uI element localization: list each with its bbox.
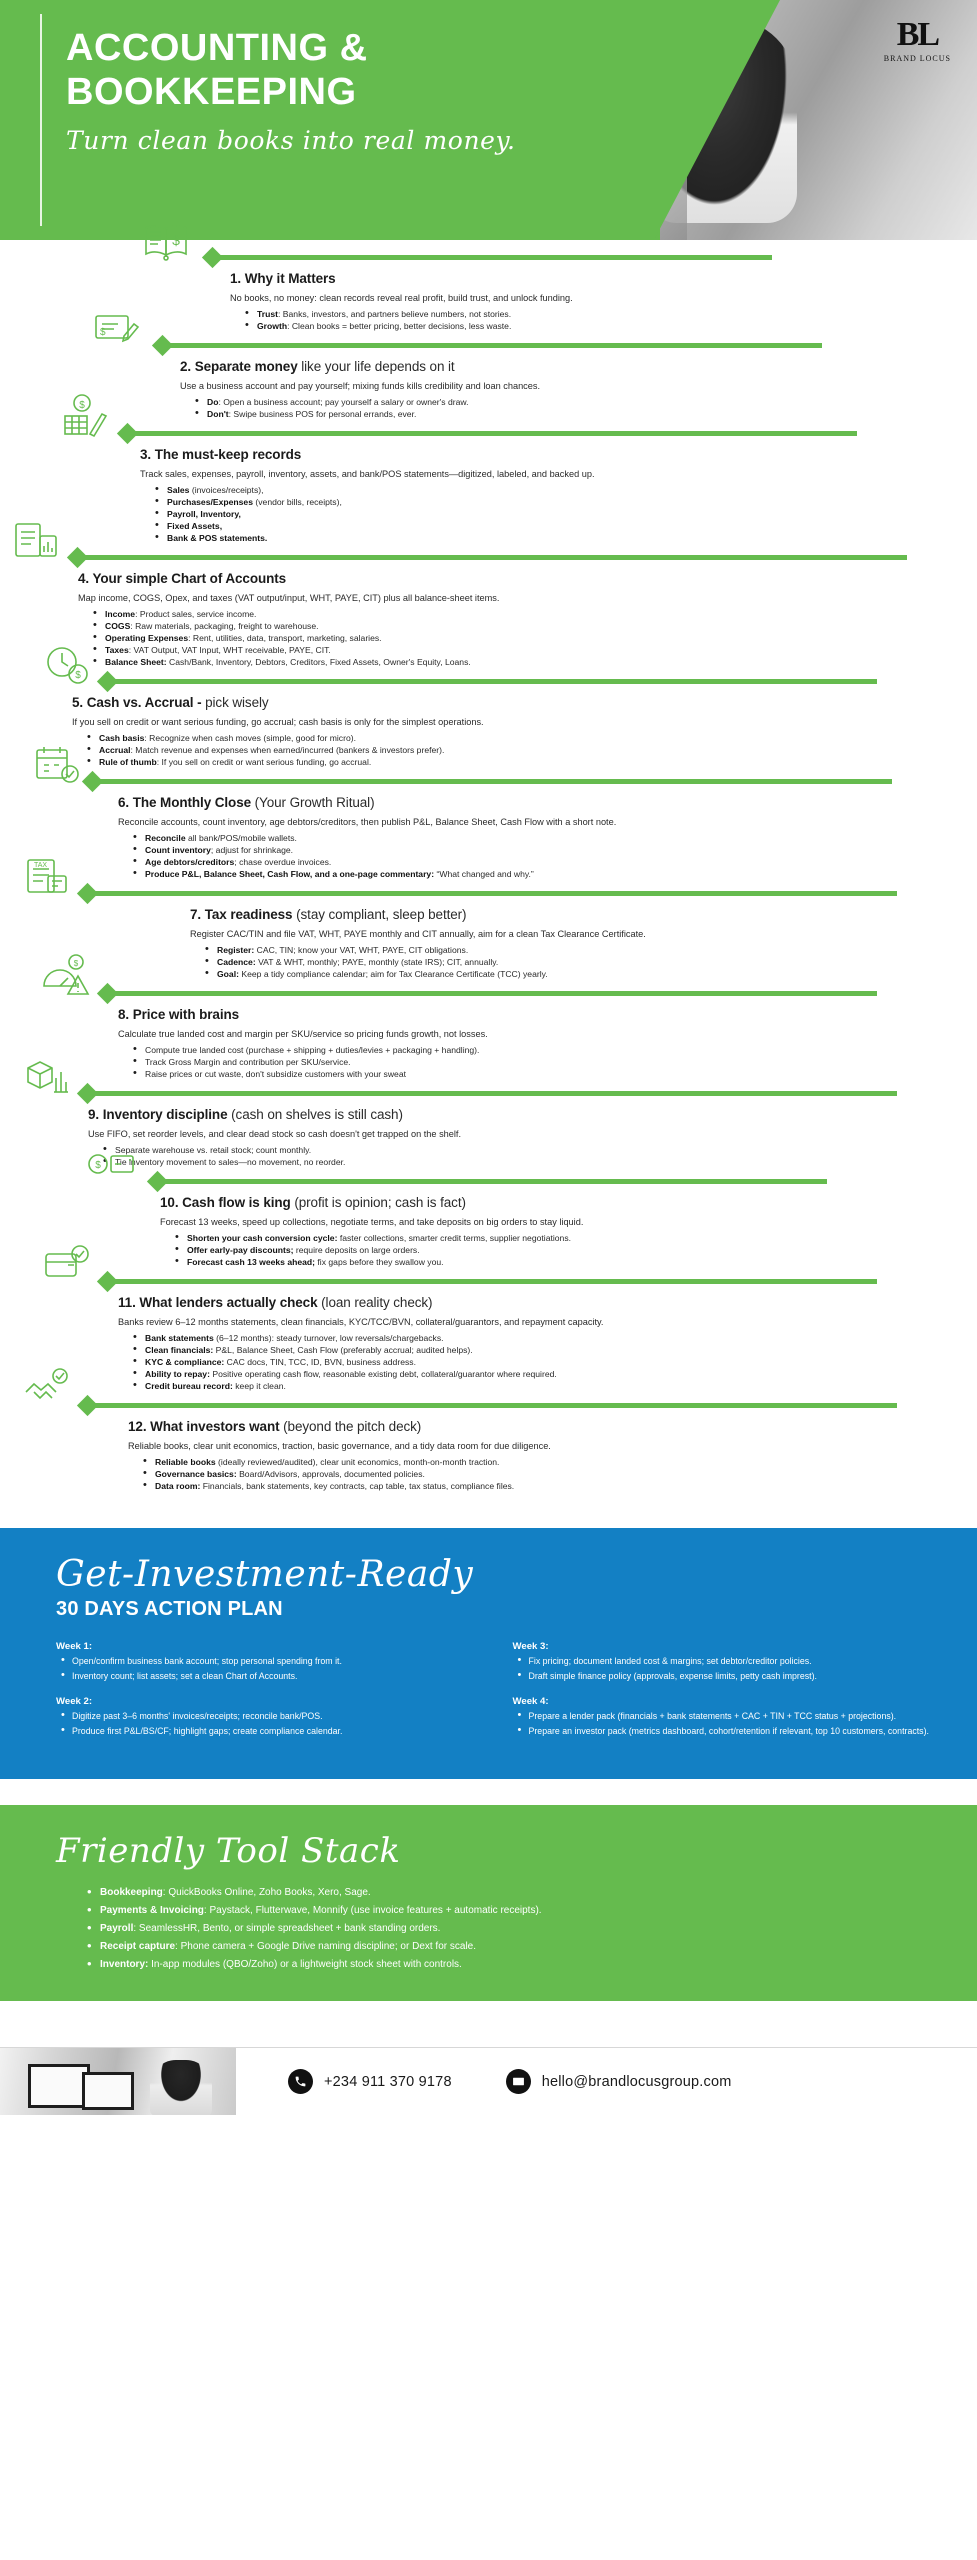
step-bullet xyxy=(216,956,953,968)
step-title-light: (Your Growth Ritual) xyxy=(251,795,375,810)
svg-text:$: $ xyxy=(95,1160,101,1171)
step-rail-line xyxy=(169,343,822,348)
step-body xyxy=(0,354,977,420)
step-bullet-text: Positive operating cash flow, reasonable existing debt, collateral/guarantor where required. xyxy=(209,1369,557,1379)
step-item xyxy=(0,232,977,336)
tool-stack-text: : SeamlessHR, Bento, or simple spreadsheet + bank standing orders. xyxy=(133,1923,441,1934)
step-title-light: (stay compliant, sleep better) xyxy=(292,907,467,922)
step-intro: Use a business account and pay yourself; mixing funds kills credibility and loan chances. xyxy=(180,381,541,391)
svg-text:$: $ xyxy=(75,670,81,681)
step-title-bold: 3. The must-keep records xyxy=(140,447,302,462)
inventory-box-icon xyxy=(20,1050,72,1102)
step-bullet-list xyxy=(88,1144,953,1168)
step-title-bold: 2. Separate money xyxy=(180,359,298,374)
step-bullet xyxy=(206,396,953,408)
step-bullet-text: : VAT Output, VAT Input, WHT receivable, PAYE, CIT. xyxy=(128,645,331,655)
step-title xyxy=(118,1006,953,1024)
step-bullet-text: : If you sell on credit or want serious funding, go accrual. xyxy=(156,757,372,767)
step-bullet-label: Taxes xyxy=(105,645,129,655)
email-address: hello@brandlocusgroup.com xyxy=(541,2073,732,2090)
step-intro: Forecast 13 weeks, speed up collections, negotiate terms, and take deposits on big orders to stay liquid. xyxy=(160,1217,584,1227)
step-body xyxy=(0,690,977,768)
step-bullet-label: COGS xyxy=(105,621,131,631)
step-rail xyxy=(0,1172,977,1190)
monitor-secondary-icon xyxy=(82,2072,134,2110)
step-rail xyxy=(0,984,977,1002)
phone-icon xyxy=(288,2069,313,2094)
step-bullet-text: Track Gross Margin and contribution per SKU/service. xyxy=(145,1057,351,1067)
step-bullet-list xyxy=(118,832,953,880)
step-title-light: pick wisely xyxy=(201,695,269,710)
phone-number: +234 911 370 9178 xyxy=(324,2073,452,2090)
step-bullet-list xyxy=(118,1044,953,1080)
step-bullet xyxy=(104,608,953,620)
tool-stack-item xyxy=(100,1939,977,1955)
week-label: Week 2: xyxy=(56,1696,93,1707)
svg-text:$: $ xyxy=(79,400,85,411)
step-bullet-label: Fixed Assets, xyxy=(167,521,223,531)
week-block xyxy=(513,1696,938,1737)
step-body xyxy=(0,1102,977,1168)
step-title xyxy=(118,794,953,812)
step-bullet xyxy=(256,308,953,320)
step-rail-line xyxy=(134,431,857,436)
contact-email[interactable] xyxy=(506,2069,732,2094)
week-label: Week 1: xyxy=(56,1641,93,1652)
step-intro: Map income, COGS, Opex, and taxes (VAT output/input, WHT, PAYE, CIT) plus all balance-sheet items. xyxy=(78,593,500,603)
brand-logo-name: BRAND LOCUS xyxy=(883,54,951,63)
svg-text:$: $ xyxy=(100,327,106,338)
step-rail-line xyxy=(84,555,907,560)
step-title xyxy=(128,1418,953,1436)
step-bullet-label: Growth xyxy=(257,321,288,331)
ledger-coin-pen-icon xyxy=(60,390,112,442)
step-bullet-label: Payroll, Inventory, xyxy=(167,509,241,519)
week-task: • Inventory count; list assets; set a clean Chart of Accounts. xyxy=(72,1670,481,1683)
step-title xyxy=(160,1194,953,1212)
action-plan-section xyxy=(0,1528,977,1779)
step-title xyxy=(140,446,953,464)
step-title-bold: 5. Cash vs. Accrual - xyxy=(72,695,202,710)
step-bullet xyxy=(166,484,953,496)
tool-stack-text: : QuickBooks Online, Zoho Books, Xero, Sage. xyxy=(162,1887,371,1898)
step-bullet xyxy=(98,744,953,756)
step-rail-line xyxy=(94,1091,897,1096)
step-title xyxy=(190,906,953,924)
step-bullet xyxy=(206,408,953,420)
step-bullet-label: Credit bureau record: xyxy=(145,1381,233,1391)
step-bullet-list xyxy=(72,732,953,768)
week-label: Week 3: xyxy=(512,1641,549,1652)
footer-photo xyxy=(0,2048,236,2115)
step-bullet-text: Financials, bank statements, key contracts, cap table, tax status, compliance files. xyxy=(200,1481,515,1491)
open-book-dollar-icon xyxy=(140,214,192,266)
step-bullet xyxy=(166,508,953,520)
step-bullet-list xyxy=(190,944,953,980)
step-bullet-label: KYC & compliance: xyxy=(145,1357,225,1367)
tool-stack-text: In-app modules (QBO/Zoho) or a lightweight stock sheet with controls. xyxy=(148,1959,462,1970)
step-bullet xyxy=(216,944,953,956)
step-title-bold: 4. Your simple Chart of Accounts xyxy=(78,571,287,586)
tool-stack-text: : Phone camera + Google Drive naming discipline; or Dext for scale. xyxy=(175,1941,477,1952)
step-bullet-label: Data room: xyxy=(155,1481,201,1491)
step-bullet-text: require deposits on large orders. xyxy=(293,1245,420,1255)
step-intro: Use FIFO, set reorder levels, and clear dead stock so cash doesn't get trapped on the shelf. xyxy=(88,1129,462,1139)
week-task-list xyxy=(513,1710,938,1737)
tool-stack-label: Bookkeeping xyxy=(100,1887,163,1898)
tool-stack-item xyxy=(100,1957,977,1973)
step-bullet xyxy=(104,620,953,632)
step-bullet-text: ; adjust for shrinkage. xyxy=(210,845,294,855)
step-bullet xyxy=(144,1044,953,1056)
svg-text:TAX: TAX xyxy=(34,862,48,869)
step-bullet xyxy=(166,532,953,544)
step-bullet-text: CAC docs, TIN, TCC, ID, BVN, business address. xyxy=(224,1357,416,1367)
step-rail xyxy=(0,1272,977,1290)
step-bullet-text: (ideally reviewed/audited), clear unit economics, month-on-month traction. xyxy=(215,1457,500,1467)
step-title-light: like your life depends on it xyxy=(297,359,455,374)
footer-bar xyxy=(0,2047,977,2115)
week-task: • Draft simple finance policy (approvals, expense limits, petty cash imprest). xyxy=(529,1670,938,1683)
svg-text:$: $ xyxy=(172,232,180,248)
step-rail-line xyxy=(114,1279,877,1284)
invoice-pencil-icon xyxy=(90,302,142,354)
step-bullet-text: (6–12 months): steady turnover, low reversals/chargebacks. xyxy=(213,1333,444,1343)
step-bullet xyxy=(154,1468,953,1480)
gauge-warning-icon xyxy=(40,950,92,1002)
page-tagline: Turn clean books into real money. xyxy=(66,126,516,155)
step-bullet-label: Cash basis xyxy=(99,733,145,743)
step-title-light: (cash on shelves is still cash) xyxy=(227,1107,403,1122)
step-bullet-label: Goal: xyxy=(217,969,239,979)
week-task-list xyxy=(56,1710,481,1737)
step-title-bold: 9. Inventory discipline xyxy=(88,1107,228,1122)
step-body xyxy=(0,442,977,544)
step-title-bold: 10. Cash flow is king xyxy=(160,1195,291,1210)
calendar-close-icon xyxy=(30,738,82,790)
step-intro: If you sell on credit or want serious funding, go accrual; cash basis is only for the simplest operations. xyxy=(72,717,484,727)
step-rail xyxy=(0,336,977,354)
step-bullet-text: fix gaps before they swallow you. xyxy=(315,1257,444,1267)
tool-stack-item xyxy=(100,1921,977,1937)
step-body xyxy=(0,566,977,668)
cashflow-growth-icon xyxy=(85,1138,137,1190)
step-bullet-text: keep it clean. xyxy=(232,1381,286,1391)
step-title xyxy=(230,270,953,288)
week-task: • Prepare a lender pack (financials + bank statements + CAC + TIN + TCC status + projections). xyxy=(529,1710,938,1723)
step-bullet xyxy=(144,1332,953,1344)
step-bullet xyxy=(216,968,953,980)
step-bullet xyxy=(144,844,953,856)
step-bullet xyxy=(98,756,953,768)
step-bullet-text: all bank/POS/mobile wallets. xyxy=(185,833,297,843)
step-bullet xyxy=(114,1156,953,1168)
week-task-list xyxy=(56,1655,481,1682)
step-rail xyxy=(0,884,977,902)
contact-phone[interactable] xyxy=(288,2069,452,2094)
step-bullet-label: Do xyxy=(207,397,219,407)
step-bullet-label: Age debtors/creditors xyxy=(145,857,235,867)
step-title xyxy=(118,1294,953,1312)
step-bullet-text: : Rent, utilities, data, transport, marketing, salaries. xyxy=(188,633,382,643)
step-bullet-text: Separate warehouse vs. retail stock; count monthly. xyxy=(115,1145,312,1155)
tool-stack-label: Payroll xyxy=(100,1923,134,1934)
step-rail-line xyxy=(219,255,772,260)
step-bullet-text: Compute true landed cost (purchase + shipping + duties/levies + packaging + handling). xyxy=(145,1045,480,1055)
step-title-bold: 1. Why it Matters xyxy=(230,271,336,286)
step-title-light: (beyond the pitch deck) xyxy=(279,1419,422,1434)
tool-stack-text: : Paystack, Flutterwave, Monnify (use invoice features + automatic receipts). xyxy=(203,1905,542,1916)
step-bullet xyxy=(144,1056,953,1068)
step-body xyxy=(0,902,977,980)
step-bullet xyxy=(104,644,953,656)
page-title xyxy=(66,26,626,114)
step-item xyxy=(0,1272,977,1396)
monitor-icon xyxy=(28,2064,90,2108)
step-bullet-text: Cash/Bank, Inventory, Debtors, Creditors, Fixed Assets, Owner's Equity, Loans. xyxy=(166,657,471,667)
step-bullet-text: Board/Advisors, approvals, documented policies. xyxy=(236,1469,425,1479)
step-bullet-text: Raise prices or cut waste, don't subsidize customers with your sweat xyxy=(145,1069,406,1079)
step-bullet-text: ; chase overdue invoices. xyxy=(234,857,332,867)
step-bullet-text: faster collections, smarter credit terms, supplier negotiations. xyxy=(337,1233,572,1243)
step-bullet-text: P&L, Balance Sheet, Cash Flow (preferably accrual; audited helps). xyxy=(213,1345,473,1355)
step-body xyxy=(0,790,977,880)
step-intro: Track sales, expenses, payroll, inventory, assets, and bank/POS statements—digitized, labeled, and backed up. xyxy=(140,469,595,479)
clock-money-icon xyxy=(40,638,92,690)
step-bullet xyxy=(186,1244,953,1256)
step-intro: Reliable books, clear unit economics, traction, basic governance, and a tidy data room for due diligence. xyxy=(128,1441,551,1451)
week-task-list xyxy=(513,1655,938,1682)
step-bullet-text: : Banks, investors, and partners believe numbers, not stories. xyxy=(278,309,512,319)
step-bullet-label: Register: xyxy=(217,945,255,955)
step-title xyxy=(78,570,953,588)
step-bullet xyxy=(154,1456,953,1468)
tool-stack-label: Inventory: xyxy=(100,1959,149,1970)
step-bullet-text: (vendor bills, receipts), xyxy=(253,497,342,507)
step-bullet xyxy=(104,632,953,644)
step-intro: Register CAC/TIN and file VAT, WHT, PAYE monthly and CIT annually, aim for a clean Tax Clearance Certificate. xyxy=(190,929,646,939)
step-rail-line xyxy=(114,679,877,684)
step-title-light: (loan reality check) xyxy=(317,1295,433,1310)
step-intro: Reconcile accounts, count inventory, age debtors/creditors, then publish P&L, Balance Sheet, Cash Flow with a short note. xyxy=(118,817,617,827)
step-bullet-label: Trust xyxy=(257,309,279,319)
step-bullet-text: : Open a business account; pay yourself a salary or owner's draw. xyxy=(218,397,469,407)
step-bullet-label: Offer early-pay discounts; xyxy=(187,1245,294,1255)
step-bullet-label: Produce P&L, Balance Sheet, Cash Flow, and a one-page commentary: xyxy=(145,869,435,879)
week-task: • Fix pricing; document landed cost & margins; set debtor/creditor policies. xyxy=(529,1655,938,1668)
step-bullet-label: Income xyxy=(105,609,136,619)
step-bullet-label: Accrual xyxy=(99,745,131,755)
action-plan-column xyxy=(56,1641,481,1751)
step-title-bold: 12. What investors want xyxy=(128,1419,280,1434)
step-bullet xyxy=(144,856,953,868)
step-rail xyxy=(0,772,977,790)
step-bullet-label: Shorten your cash conversion cycle: xyxy=(187,1233,338,1243)
action-plan-script-title: Get-Investment-Ready xyxy=(56,1554,474,1595)
step-bullet xyxy=(186,1256,953,1268)
header-vertical-rule xyxy=(40,14,42,226)
step-item xyxy=(0,1396,977,1496)
footer-person-photo xyxy=(150,2060,212,2115)
step-rail-line xyxy=(164,1179,827,1184)
step-item xyxy=(0,1084,977,1172)
step-rail xyxy=(0,548,977,566)
step-bullet-list xyxy=(140,484,953,544)
step-rail-line xyxy=(94,891,897,896)
step-intro: No books, no money: clean records reveal real profit, build trust, and unlock funding. xyxy=(230,293,573,303)
svg-text:$: $ xyxy=(73,959,79,968)
tool-stack-title: Friendly Tool Stack xyxy=(56,1831,401,1871)
wallet-check-icon xyxy=(40,1238,92,1290)
step-bullet xyxy=(144,868,953,880)
step-item xyxy=(0,772,977,884)
steps-section xyxy=(0,232,977,1506)
tool-stack-list xyxy=(0,1885,977,1973)
step-title-bold: 8. Price with brains xyxy=(118,1007,240,1022)
step-bullet-text: Keep a tidy compliance calendar; aim for Tax Clearance Certificate (TCC) yearly. xyxy=(238,969,548,979)
chart-accounts-icon xyxy=(10,514,62,566)
step-bullet-text: : Match revenue and expenses when earned/incurred (bankers & investors prefer). xyxy=(130,745,445,755)
step-bullet-list xyxy=(128,1456,953,1492)
step-title xyxy=(180,358,953,376)
step-bullet xyxy=(144,1356,953,1368)
step-bullet-label: Governance basics: xyxy=(155,1469,237,1479)
tool-stack-section xyxy=(0,1805,977,2001)
week-block xyxy=(56,1696,481,1737)
envelope-icon xyxy=(506,2069,531,2094)
step-bullet-text: : Raw materials, packaging, freight to warehouse. xyxy=(130,621,319,631)
page-title-line2: BOOKKEEPING xyxy=(66,71,357,113)
step-bullet-text: “What changed and why.” xyxy=(434,869,534,879)
step-item xyxy=(0,672,977,772)
step-bullet xyxy=(166,496,953,508)
action-plan-title: 30 DAYS ACTION PLAN xyxy=(56,1598,283,1620)
step-title-bold: 7. Tax readiness xyxy=(190,907,293,922)
step-bullet-text: : Clean books = better pricing, better decisions, less waste. xyxy=(287,321,512,331)
step-bullet-list xyxy=(160,1232,953,1268)
step-bullet-text: Tie inventory movement to sales—no movement, no reorder. xyxy=(115,1157,346,1167)
step-bullet xyxy=(186,1232,953,1244)
step-bullet-label: Bank & POS statements. xyxy=(167,533,268,543)
step-bullet-label: Cadence: xyxy=(217,957,256,967)
step-bullet-text: CAC, TIN; know your VAT, WHT, PAYE, CIT obligations. xyxy=(254,945,469,955)
step-bullet xyxy=(166,520,953,532)
step-rail-line xyxy=(94,1403,897,1408)
action-plan-columns xyxy=(0,1641,977,1751)
step-intro: Calculate true landed cost and margin per SKU/service so pricing funds growth, not losses. xyxy=(118,1029,488,1039)
step-bullet-label: Balance Sheet: xyxy=(105,657,167,667)
step-rail-line xyxy=(99,779,892,784)
week-block xyxy=(56,1641,481,1682)
step-body xyxy=(0,1414,977,1492)
step-bullet-text: VAT & WHT, monthly; PAYE, monthly (state IRS); CIT, annually. xyxy=(255,957,499,967)
tool-stack-item xyxy=(100,1903,977,1919)
tax-document-icon xyxy=(20,850,72,902)
step-rail xyxy=(0,424,977,442)
step-bullet xyxy=(256,320,953,332)
step-title-light: (profit is opinion; cash is fact) xyxy=(290,1195,466,1210)
step-bullet-label: Count inventory xyxy=(145,845,211,855)
page-title-line1: ACCOUNTING & xyxy=(66,27,368,69)
step-title-bold: 11. What lenders actually check xyxy=(118,1295,318,1310)
step-body xyxy=(0,266,977,332)
step-body xyxy=(0,1190,977,1268)
step-bullet-text: (invoices/receipts), xyxy=(189,485,264,495)
step-rail xyxy=(0,1396,977,1414)
step-rail xyxy=(0,672,977,690)
step-title-bold: 6. The Monthly Close xyxy=(118,795,252,810)
step-bullet-list xyxy=(78,608,953,668)
step-bullet xyxy=(104,656,953,668)
brand-logo-mark: BL xyxy=(896,16,939,53)
step-bullet-list xyxy=(118,1332,953,1392)
step-bullet xyxy=(144,1380,953,1392)
step-bullet-label: Reliable books xyxy=(155,1457,216,1467)
step-bullet xyxy=(144,1344,953,1356)
step-rail-line xyxy=(114,991,877,996)
step-bullet-text: : Product sales, service income. xyxy=(135,609,257,619)
step-bullet xyxy=(154,1480,953,1492)
week-task: • Produce first P&L/BS/CF; highlight gaps; create compliance calendar. xyxy=(72,1725,481,1738)
brand-logo xyxy=(884,18,951,63)
footer-contacts xyxy=(236,2069,732,2094)
header-banner xyxy=(0,0,977,240)
step-bullet xyxy=(98,732,953,744)
step-bullet-list xyxy=(180,396,953,420)
handshake-investor-icon xyxy=(20,1362,72,1414)
step-body xyxy=(0,1290,977,1392)
step-bullet-list xyxy=(230,308,953,332)
step-bullet-label: Bank statements xyxy=(145,1333,214,1343)
step-bullet-label: Reconcile xyxy=(145,833,186,843)
step-bullet-text: : Swipe business POS for personal errands, ever. xyxy=(228,409,417,419)
step-item xyxy=(0,327,977,424)
step-bullet-text: : Recognize when cash moves (simple, good for micro). xyxy=(144,733,356,743)
step-intro: Banks review 6–12 months statements, clean financials, KYC/TCC/BVN, collateral/guarantors, and repayment capacity. xyxy=(118,1317,604,1327)
week-task: • Prepare an investor pack (metrics dashboard, cohort/retention if relevant, top 10 customers, contracts). xyxy=(529,1725,938,1738)
step-bullet xyxy=(144,1368,953,1380)
step-bullet-label: Ability to repay: xyxy=(145,1369,210,1379)
week-task: • Digitize past 3–6 months' invoices/receipts; reconcile bank/POS. xyxy=(72,1710,481,1723)
step-bullet xyxy=(144,832,953,844)
step-title xyxy=(88,1106,953,1124)
step-bullet-label: Operating Expenses xyxy=(105,633,189,643)
step-bullet-label: Clean financials: xyxy=(145,1345,214,1355)
step-body xyxy=(0,1002,977,1080)
step-rail xyxy=(0,1084,977,1102)
step-bullet-label: Forecast cash 13 weeks ahead; xyxy=(187,1257,316,1267)
step-bullet-label: Rule of thumb xyxy=(99,757,157,767)
step-title xyxy=(72,694,953,712)
step-bullet-label: Sales xyxy=(167,485,190,495)
step-bullet xyxy=(114,1144,953,1156)
step-item xyxy=(0,548,977,672)
action-plan-column xyxy=(513,1641,938,1751)
step-bullet xyxy=(144,1068,953,1080)
week-task: • Open/confirm business bank account; stop personal spending from it. xyxy=(72,1655,481,1668)
tool-stack-label: Receipt capture xyxy=(100,1941,176,1952)
week-label: Week 4: xyxy=(512,1696,549,1707)
tool-stack-label: Payments & Invoicing xyxy=(100,1905,204,1916)
step-bullet-label: Purchases/Expenses xyxy=(167,497,253,507)
week-block xyxy=(513,1641,938,1682)
step-bullet-label: Don't xyxy=(207,409,229,419)
tool-stack-item xyxy=(100,1885,977,1901)
